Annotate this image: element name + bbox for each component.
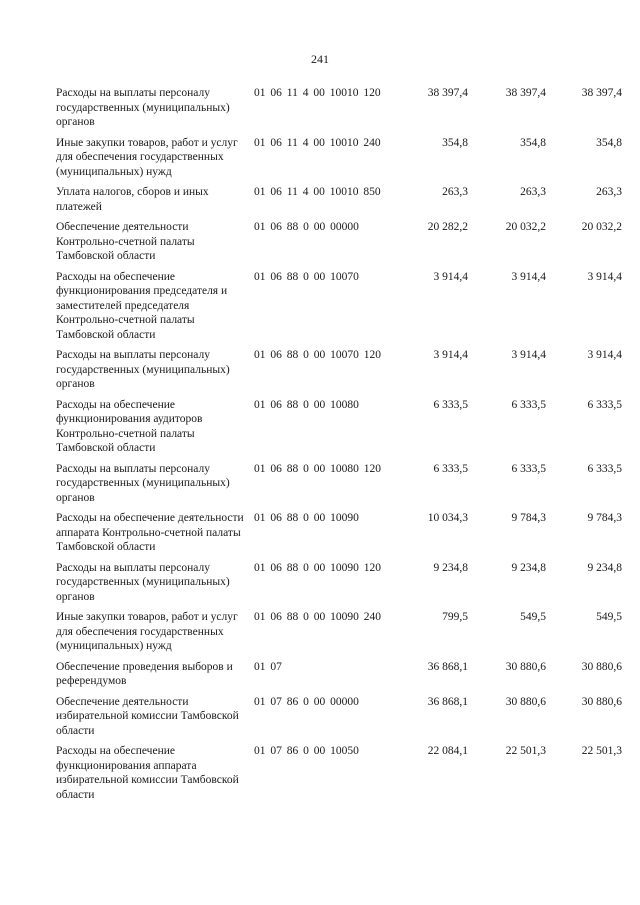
row-name: Расходы на обеспечение функционирования аудиторов Контрольно-счетной палаты Тамбовской области [56, 398, 203, 454]
row-value-3: 20 032,2 [581, 221, 622, 233]
row-value-2: 9 234,8 [511, 561, 546, 574]
row-value-2: 6 333,5 [511, 398, 546, 411]
row-value-2: 549,5 [520, 611, 546, 623]
row-value-3: 38 397,4 [581, 87, 622, 99]
table-row [56, 270, 622, 343]
row-value-2: 30 880,6 [505, 695, 546, 708]
budget-table [56, 86, 622, 808]
row-value-1: 3 914,4 [433, 270, 468, 283]
row-value-3: 3 914,4 [587, 349, 622, 361]
row-code: 01 06 11 4 00 10010 240 [254, 136, 381, 149]
row-name: Расходы на обеспечение функционирования председателя и заместителей председателя Контрольно-счетной палаты Тамбовской области [56, 270, 228, 341]
row-name: Расходы на выплаты персоналу государственных (муниципальных) органов [56, 561, 230, 603]
table-row [56, 398, 622, 456]
row-value-2: 38 397,4 [505, 87, 546, 99]
row-value-3: 22 501,3 [581, 745, 622, 757]
row-value-1: 263,3 [442, 186, 468, 198]
table-row [56, 660, 622, 689]
row-value-3: 9 234,8 [587, 561, 622, 574]
row-name: Обеспечение деятельности избирательной комиссии Тамбовской области [56, 695, 239, 737]
row-code: 01 06 88 0 00 10070 [254, 270, 359, 283]
row-code: 01 06 11 4 00 10010 120 [254, 87, 381, 99]
row-value-2: 3 914,4 [511, 270, 546, 283]
row-name: Расходы на выплаты персоналу государственных (муниципальных) органов [56, 349, 230, 390]
row-code: 01 06 88 0 00 10080 [254, 398, 359, 411]
row-value-3: 263,3 [596, 186, 622, 198]
row-code: 01 06 88 0 00 10090 [254, 512, 359, 524]
row-value-3: 6 333,5 [587, 462, 622, 475]
row-name: Иные закупки товаров, работ и услуг для обеспечения государственных (муниципальных) нужд [56, 611, 238, 652]
table-row [56, 220, 622, 264]
row-value-1: 6 333,5 [433, 398, 468, 411]
row-value-2: 22 501,3 [505, 745, 546, 757]
row-value-1: 22 084,1 [427, 745, 468, 757]
row-value-3: 30 880,6 [581, 660, 622, 673]
row-code: 01 06 88 0 00 10070 120 [254, 349, 381, 361]
row-value-2: 263,3 [520, 186, 546, 198]
row-code: 01 07 86 0 00 10050 [254, 745, 359, 757]
row-value-3: 9 784,3 [587, 512, 622, 524]
table-row [56, 511, 622, 555]
row-name: Расходы на выплаты персоналу государственных (муниципальных) органов [56, 462, 230, 504]
row-value-3: 549,5 [596, 611, 622, 623]
table-row [56, 86, 622, 130]
row-code: 01 07 86 0 00 00000 [254, 695, 359, 708]
row-value-3: 3 914,4 [587, 270, 622, 283]
row-code: 01 06 88 0 00 10080 120 [254, 462, 381, 475]
table-row [56, 348, 622, 392]
row-value-1: 9 234,8 [433, 561, 468, 574]
row-code: 01 06 11 4 00 10010 850 [254, 186, 381, 198]
row-value-1: 6 333,5 [433, 462, 468, 475]
row-value-1: 20 282,2 [427, 221, 468, 233]
row-code: 01 06 88 0 00 10090 120 [254, 561, 381, 574]
row-name: Уплата налогов, сборов и иных платежей [56, 186, 209, 213]
row-code: 01 06 88 0 00 00000 [254, 221, 359, 233]
row-value-1: 799,5 [442, 611, 468, 623]
row-value-2: 354,8 [520, 136, 546, 149]
row-value-1: 10 034,3 [427, 512, 468, 524]
table-row [56, 695, 622, 739]
table-row [56, 185, 622, 214]
row-value-3: 30 880,6 [581, 695, 622, 708]
page-number: 241 [311, 52, 329, 66]
row-value-2: 3 914,4 [511, 349, 546, 361]
row-name: Обеспечение деятельности Контрольно-счетной палаты Тамбовской области [56, 221, 195, 262]
row-value-2: 9 784,3 [511, 512, 546, 524]
row-value-2: 6 333,5 [511, 462, 546, 475]
row-value-2: 20 032,2 [505, 221, 546, 233]
row-value-1: 354,8 [442, 136, 468, 149]
row-name: Расходы на обеспечение функционирования аппарата избирательной комиссии Тамбовской области [56, 745, 239, 801]
row-name: Обеспечение проведения выборов и референдумов [56, 660, 233, 687]
row-value-2: 30 880,6 [505, 660, 546, 673]
row-value-3: 354,8 [596, 136, 622, 149]
row-value-3: 6 333,5 [587, 398, 622, 411]
table-row [56, 561, 622, 605]
row-value-1: 3 914,4 [433, 349, 468, 361]
row-name: Расходы на обеспечение деятельности аппарата Контрольно-счетной палаты Тамбовской области [56, 512, 244, 553]
row-value-1: 36 868,1 [427, 695, 468, 708]
row-name: Расходы на выплаты персоналу государственных (муниципальных) органов [56, 87, 230, 128]
row-name: Иные закупки товаров, работ и услуг для обеспечения государственных (муниципальных) нужд [56, 136, 238, 178]
row-value-1: 38 397,4 [427, 87, 468, 99]
table-row [56, 462, 622, 506]
table-row [56, 744, 622, 802]
row-code: 01 07 [254, 660, 282, 673]
row-code: 01 06 88 0 00 10090 240 [254, 611, 381, 623]
table-row [56, 610, 622, 654]
table-row [56, 136, 622, 180]
row-value-1: 36 868,1 [427, 660, 468, 673]
